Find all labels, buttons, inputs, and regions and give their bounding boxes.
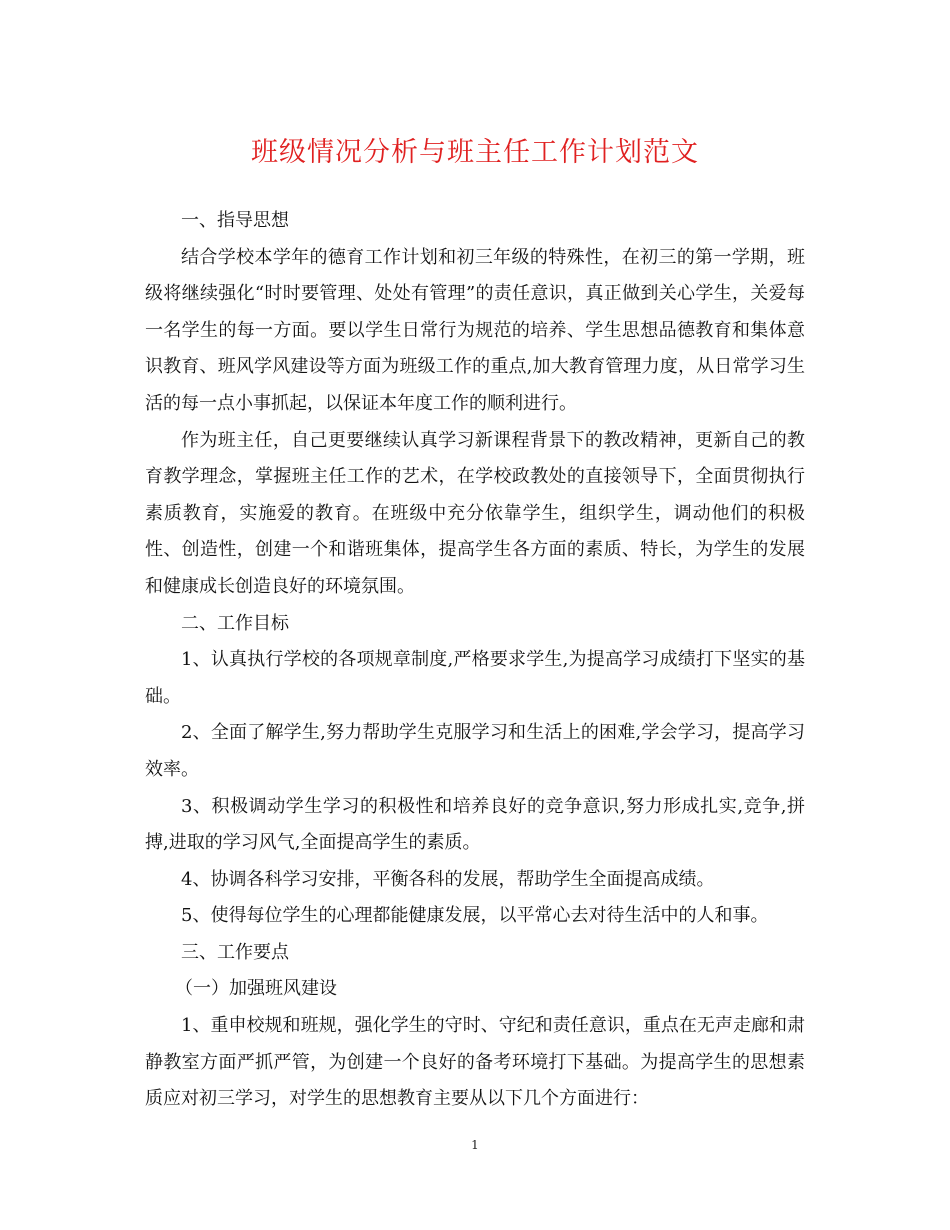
list-item: 4、协调各科学习安排，平衡各科的发展，帮助学生全面提高成绩。 [181,868,715,890]
page-number: 1 [471,1138,479,1152]
list-item: 2、全面了解学生,努力帮助学生克服学习和生活上的困难,学会学习，提高学习效率。 [145,722,805,780]
list-item: 1、重申校规和班规，强化学生的守时、守纪和责任意识，重点在无声走廊和肃静教室方面严抓严管，为创建一个良好的备考环境打下基础。为提高学生的思想素质应对初三学习，对学生的思想教育主要从以下几个方面进行： [145,1015,805,1110]
section-heading-work-points: 三、工作要点 [181,941,289,963]
section-heading-work-goals: 二、工作目标 [181,612,289,634]
paragraph: 结合学校本学年的德育工作计划和初三年级的特殊性，在初三的第一学期，班级将继续强化“时时要管理、处处有管理”的责任意识，真正做到关心学生，关爱每一名学生的每一方面。要以学生日常行为规范的培养、学生思想品德教育和集体意识教育、班风学风建设等方面为班级工作的重点,加大教育管理力度，从日常学习生活的每一点小事抓起，以保证本年度工作的顺利进行。 [145,246,805,414]
list-item: 1、认真执行学校的各项规章制度,严格要求学生,为提高学习成绩打下坚实的基础。 [145,649,805,707]
section-heading-guiding-thought: 一、指导思想 [181,210,289,231]
list-item: 3、积极调动学生学习的积极性和培养良好的竞争意识,努力形成扎实,竞争,拼搏,进取的学习风气,全面提高学生的素质。 [145,795,805,854]
paragraph: 作为班主任，自己更要继续认真学习新课程背景下的教改精神，更新自己的教育教学理念，掌握班主任工作的艺术，在学校政教处的直接领导下，全面贯彻执行素质教育，实施爱的教育。在班级中充分依靠学生，组织学生，调动他们的积极性、创造性，创建一个和谐班集体，提高学生各方面的素质、特长，为学生的发展和健康成长创造良好的环境氛围。 [145,429,805,597]
page-title: 班级情况分析与班主任工作计划范文 [251,137,699,168]
subsection-heading-class-spirit: （一）加强班风建设 [175,978,337,1000]
list-item: 5、使得每位学生的心理都能健康发展，以平常心去对待生活中的人和事。 [181,905,769,927]
document-body [145,203,805,1118]
